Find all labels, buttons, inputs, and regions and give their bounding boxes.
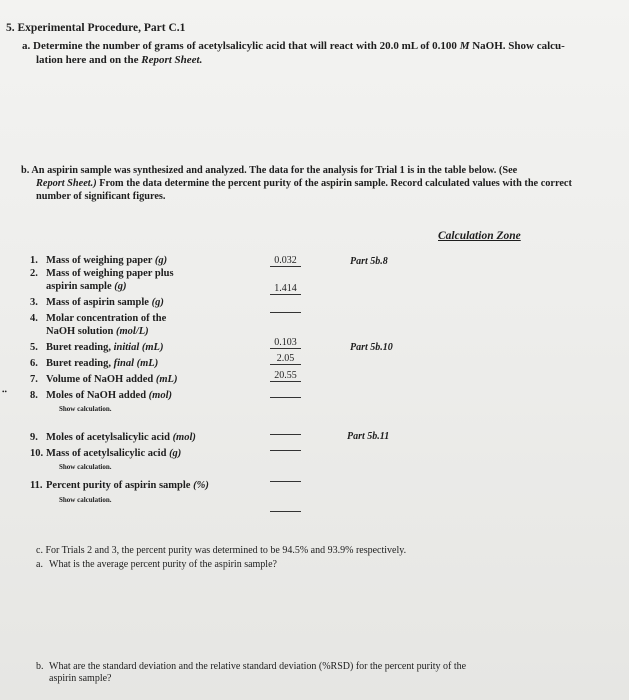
item-5: 5. Buret reading, initial (mL) [30,342,164,353]
part-a-label: a. [22,40,31,52]
value-blank-9 [270,439,301,451]
item-7: 7. Volume of NaOH added (mL) [30,374,178,385]
calculation-zone-heading: Calculation Zone [438,230,521,242]
value-blank-10 [270,470,301,482]
item-9: 9. Moles of acetylsalicylic acid (mol) [30,432,196,443]
margin-mark: •• [2,388,7,396]
part-c-line: c. For Trials 2 and 3, the percent purity was determined to be 94.5% and 93.9% respectively. [36,545,407,556]
part-a-line2: lation here and on the Report Sheet. [36,54,203,66]
item-11: 11. Percent purity of aspirin sample (%) [30,480,209,491]
value-blank-7 [270,386,301,398]
section-title: 5. Experimental Procedure, Part C.1 [6,22,186,34]
item-3: 3. Mass of aspirin sample (g) [30,297,164,308]
item-8-note: Show calculation. [59,405,112,413]
value-blank-8 [270,423,301,435]
part-c-sub-b-line2: aspirin sample? [49,673,112,684]
part-b-line1: b. An aspirin sample was synthesized and analyzed. The data for the analysis for Trial 1 is in the table below. (See [21,165,518,176]
value-blank-6: 20.55 [270,370,301,382]
item-2-cont: aspirin sample (g) [46,281,127,292]
part-c-label: c. [36,545,43,556]
value-blank-5: 2.05 [270,353,301,365]
item-11-note: Show calculation. [59,496,112,504]
item-2: 2. Mass of weighing paper plus [30,268,174,279]
part-b-line3: number of significant figures. [36,191,166,202]
value-blank-4: 0.103 [270,337,301,349]
item-6: 6. Buret reading, final (mL) [30,358,159,369]
value-blank-11 [270,500,301,512]
item-4-cont: NaOH solution (mol/L) [46,326,149,337]
part-b-label: b. [21,165,30,176]
value-blank-1: 0.032 [270,255,301,267]
item-10: 10. Mass of acetylsalicylic acid (g) [30,448,182,459]
item-4: 4. Molar concentration of the [30,313,167,324]
value-blank-3 [270,301,301,313]
item-1: 1. Mass of weighing paper (g) [30,255,168,266]
item-10-note: Show calculation. [59,463,112,471]
part-ref-8: Part 5b.8 [350,256,388,267]
value-blank-2: 1.414 [270,283,301,295]
item-8: 8. Moles of NaOH added (mol) [30,390,172,401]
part-c-sub-a: a. What is the average percent purity of the aspirin sample? [36,559,277,570]
part-c-sub-b-line1: b. What are the standard deviation and the relative standard deviation (%RSD) for the percent purity of the [36,661,467,672]
part-b-line2: Report Sheet.) From the data determine the percent purity of the aspirin sample. Record calculated values with the correct [36,178,572,189]
part-a-line1: a. Determine the number of grams of acetylsalicylic acid that will react with 20.0 mL of 0.100 M NaOH. Show calcu- [22,40,565,52]
part-ref-11: Part 5b.11 [347,431,390,442]
part-ref-10: Part 5b.10 [350,342,393,353]
